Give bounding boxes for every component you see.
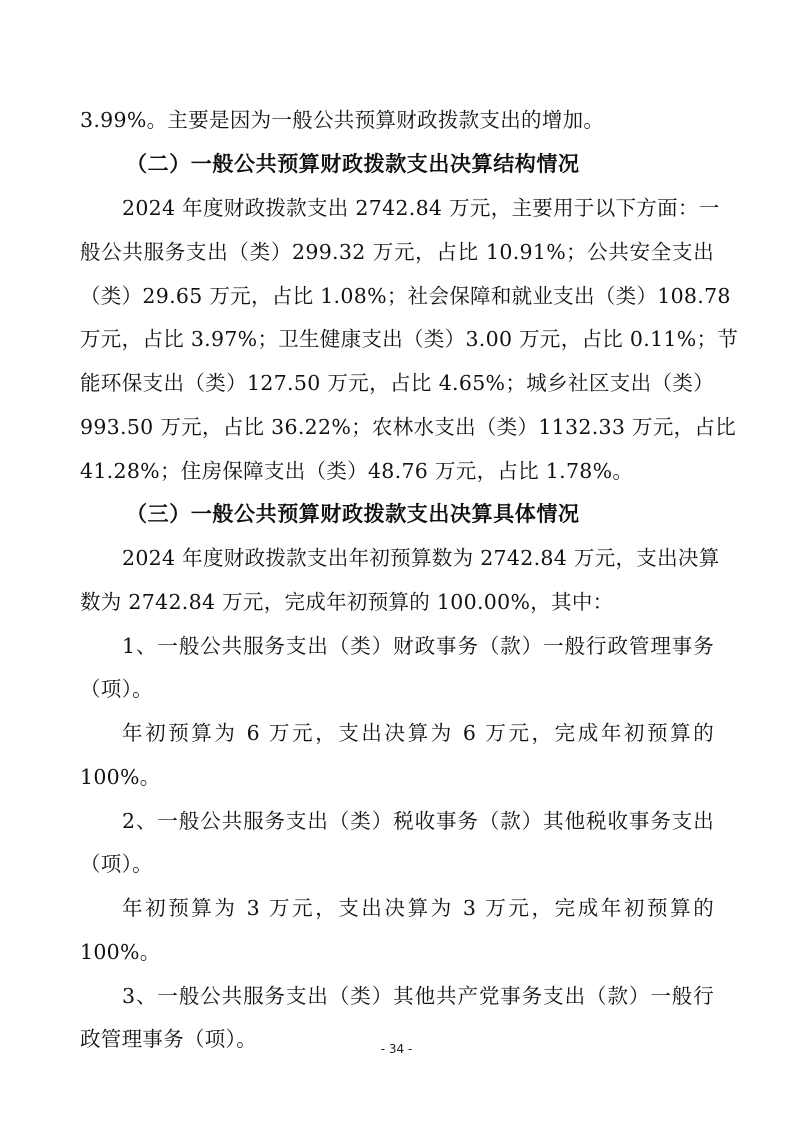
item-heading-line: 3、一般公共服务支出（类）其他共产党事务支出（款）一般行 [122,984,714,1008]
paragraph-line: 100%。 [80,765,161,789]
paragraph-line: 数为 2742.84 万元，完成年初预算的 100.00%，其中： [80,590,614,614]
paragraph-line: 100%。 [80,940,161,964]
item-heading-line: 2、一般公共服务支出（类）税收事务（款）其他税收事务支出 [122,809,714,833]
item-heading-line: （项）。 [80,677,153,701]
paragraph-line: 3.99%。主要是因为一般公共预算财政拨款支出的增加。 [80,108,605,132]
paragraph-line: 万元，占比 3.97%；卫生健康支出（类）3.00 万元，占比 0.11%；节 [80,327,739,351]
paragraph-line: 能环保支出（类）127.50 万元，占比 4.65%；城乡社区支出（类） [80,371,714,395]
paragraph-line: 2024 年度财政拨款支出年初预算数为 2742.84 万元，支出决算 [122,546,720,570]
paragraph-line: 993.50 万元，占比 36.22%；农林水支出（类）1132.33 万元，占比 [80,415,737,439]
page-number: - 34 - [380,1042,413,1056]
paragraph-line: 年初预算为 3 万元，支出决算为 3 万元，完成年初预算的 [122,896,714,920]
paragraph-line: （类）29.65 万元，占比 1.08%；社会保障和就业支出（类）108.78 [80,284,731,308]
section-heading-details: （三）一般公共预算财政拨款支出决算具体情况 [126,502,580,526]
item-heading-line: 1、一般公共服务支出（类）财政事务（款）一般行政管理事务 [122,634,714,658]
paragraph-line: 年初预算为 6 万元，支出决算为 6 万元，完成年初预算的 [122,721,714,745]
paragraph-line: 般公共服务支出（类）299.32 万元，占比 10.91%；公共安全支出 [80,240,714,264]
item-heading-line: （项）。 [80,852,153,876]
paragraph-line: 41.28%；住房保障支出（类）48.76 万元，占比 1.78%。 [80,459,634,483]
item-heading-line: 政管理事务（项）。 [80,1027,257,1051]
paragraph-line: 2024 年度财政拨款支出 2742.84 万元，主要用于以下方面：一 [122,196,720,220]
section-heading-structure: （二）一般公共预算财政拨款支出决算结构情况 [126,152,580,176]
